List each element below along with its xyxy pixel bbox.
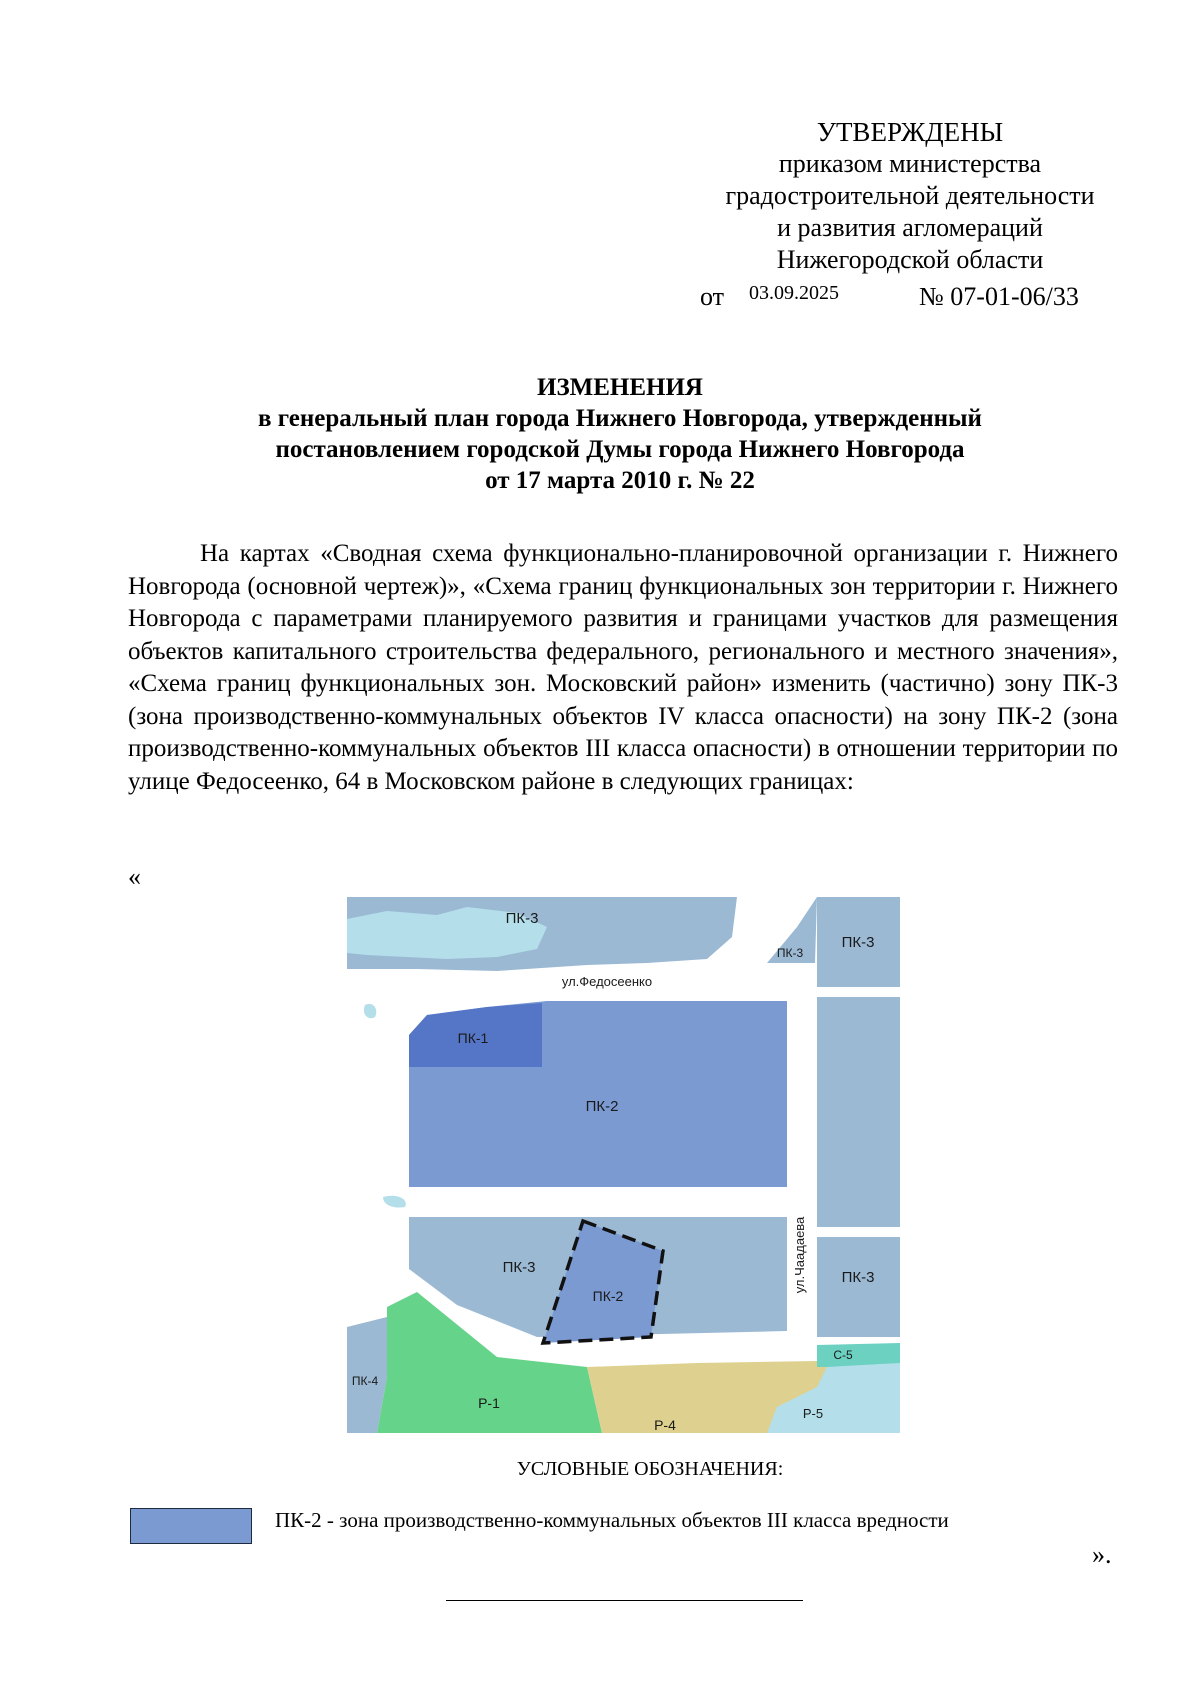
label-pk1: ПК-1 <box>457 1030 489 1046</box>
zoning-map-svg <box>347 897 900 1433</box>
approval-block <box>690 116 1130 276</box>
legend-swatch-pk2 <box>130 1508 252 1544</box>
label-pk2-large: ПК-2 <box>585 1098 619 1115</box>
label-street-chaadaeva: ул.Чаадаева <box>792 1216 807 1294</box>
approval-date: 03.09.2025 <box>749 282 839 304</box>
label-c5: С-5 <box>833 1348 853 1362</box>
close-quote: ». <box>1092 1540 1112 1569</box>
label-pk3-middle: ПК-3 <box>502 1259 536 1276</box>
heading-line-4: от 17 марта 2010 г. № 22 <box>485 467 755 494</box>
heading-title: ИЗМЕНЕНИЯ <box>537 374 703 401</box>
label-pk3-right-top: ПК-3 <box>841 934 875 951</box>
approval-line-1: приказом министерства <box>778 149 1042 178</box>
label-p4: Р-4 <box>654 1417 676 1433</box>
body-paragraph: На картах «Сводная схема функционально-планировочной организации г. Нижнего Новгорода (основной чертеж)», «Схема границ функциональных зон территории г. Нижнего Новгорода с параметрами планируемого развития и границами участков для размещения объектов капитального строительства федерального, регионального и местного значения», «Схема границ функциональных зон. Московский район» изменить (частично) зону ПК-3 (зона производственно-коммунальных объектов IV класса опасности) на зону ПК-2 (зона производственно-коммунальных объектов III класса опасности) в отношении территории по улице Федосеенко, 64 в Московском районе в следующих границах: <box>128 540 1118 795</box>
legend-label-pk2: ПК-2 - зона производственно-коммунальных объектов III класса вредности <box>275 1508 949 1532</box>
order-number: № 07-01-06/33 <box>919 282 1079 311</box>
label-pk4: ПК-4 <box>351 1374 379 1388</box>
zoning-map <box>347 897 900 1433</box>
label-street-fedoseenko: ул.Федосеенко <box>561 974 653 989</box>
label-pk2-changed: ПК-2 <box>592 1288 624 1304</box>
label-pk3-top: ПК-3 <box>505 910 539 927</box>
zone-c5 <box>817 1343 900 1367</box>
label-p5: Р-5 <box>802 1406 824 1421</box>
approval-date-row <box>0 282 1200 322</box>
date-prefix: от <box>700 282 725 311</box>
open-quote: « <box>128 862 141 891</box>
label-p1: Р-1 <box>478 1395 500 1411</box>
approval-line-4: Нижегородской области <box>776 245 1044 274</box>
heading-line-3: постановлением городской Думы города Нижнего Новгорода <box>275 436 965 463</box>
approval-title: УТВЕРЖДЕНЫ <box>816 117 1004 147</box>
label-pk3-small: ПК-3 <box>776 946 804 960</box>
label-pk3-right-bottom: ПК-3 <box>841 1269 875 1286</box>
approval-line-3: и развития агломераций <box>777 213 1043 242</box>
separator-line <box>446 1600 803 1601</box>
approval-line-2: градостроительной деятельности <box>725 181 1095 210</box>
zone-pk3-right-middle <box>817 997 900 1227</box>
legend-title: УСЛОВНЫЕ ОБОЗНАЧЕНИЯ: <box>516 1458 784 1480</box>
heading-line-2: в генеральный план города Нижнего Новгорода, утвержденный <box>258 405 982 432</box>
zone-pk3-right-bottom <box>817 1237 900 1337</box>
document-heading <box>120 372 1120 496</box>
